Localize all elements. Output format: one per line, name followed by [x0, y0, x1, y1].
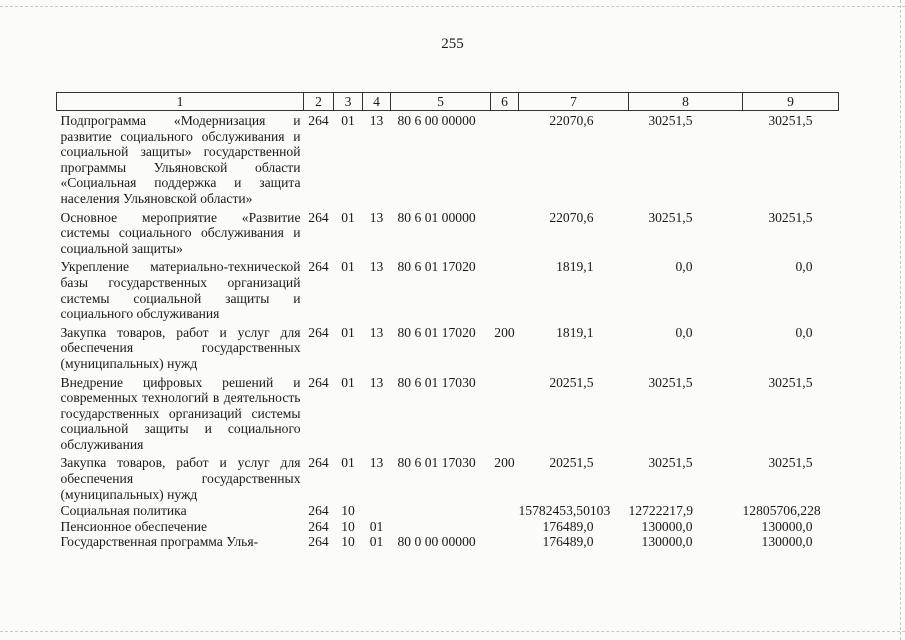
ministry-code: 264	[308, 503, 329, 519]
column-header-1: 1	[57, 93, 304, 111]
scan-edge-bottom	[0, 631, 905, 632]
scan-edge-top	[0, 6, 905, 7]
amount-col-9: 30251,5	[768, 209, 813, 225]
row-name: Подпрограмма «Модернизация и развитие социального обслуживания и социальной защиты» государственной программы Ульяновской области «Социальная поддержка и защита населения Ульяновской области»	[60, 113, 301, 206]
expense-type-code	[491, 257, 519, 322]
section-code: 10	[341, 518, 355, 534]
ministry-code: 264	[308, 518, 329, 534]
target-article-code	[391, 519, 491, 535]
expense-type-code: 200	[494, 324, 515, 340]
row-name: Основное мероприятие «Развитие системы социального обслуживания и социальной защиты»	[60, 209, 301, 256]
row-name: Внедрение цифровых решений и современных технологий в деятельность государственных организаций системы социальной защиты и социального обслуживания	[60, 374, 301, 452]
amount-col-7: 22070,6	[549, 113, 594, 128]
section-code: 01	[341, 259, 355, 275]
table-row	[57, 373, 839, 454]
expense-type-code: 200	[494, 455, 515, 471]
target-article-code	[391, 503, 491, 519]
amount-col-7: 20251,5	[549, 374, 594, 390]
column-header-9: 9	[743, 93, 839, 111]
amount-col-9: 130000,0	[761, 534, 813, 550]
expense-type-code	[491, 111, 519, 208]
row-name: Пенсионное обеспечение	[60, 518, 208, 534]
amount-col-8: 12722217,9	[628, 503, 694, 519]
section-code: 01	[341, 209, 355, 225]
table-row	[57, 208, 839, 258]
ministry-code: 264	[308, 259, 329, 275]
amount-col-7: 22070,6	[549, 209, 594, 225]
expense-type-code	[491, 519, 519, 535]
table-row	[57, 534, 839, 550]
subsection-code: 13	[369, 324, 384, 340]
table-row	[57, 503, 839, 519]
column-header-3: 3	[334, 93, 363, 111]
scan-edge-right	[900, 0, 901, 640]
expense-type-code	[491, 373, 519, 454]
amount-col-8: 30251,5	[648, 455, 693, 471]
amount-col-9: 30251,5	[768, 113, 813, 128]
amount-col-7: 1819,1	[556, 259, 594, 275]
amount-col-9: 130000,0	[761, 518, 813, 534]
column-header-2: 2	[304, 93, 334, 111]
amount-col-9: 30251,5	[768, 455, 813, 471]
expense-type-code	[491, 534, 519, 550]
amount-col-9: 0,0	[795, 324, 813, 340]
table-row	[57, 111, 839, 208]
ministry-code: 264	[308, 455, 329, 471]
target-article-code: 80 6 01 17020	[397, 324, 476, 340]
target-article-code: 80 6 01 17020	[397, 259, 476, 275]
header-row	[57, 93, 839, 111]
row-name: Закупка товаров, работ и услуг для обеспечения государственных (муниципальных) нужд	[60, 455, 301, 502]
subsection-code: 01	[369, 518, 384, 534]
column-header-6: 6	[491, 93, 519, 111]
amount-col-7: 15782453,50103	[518, 503, 611, 519]
table-row	[57, 453, 839, 503]
section-code: 01	[341, 455, 355, 471]
expense-type-code	[491, 208, 519, 258]
subsection-code: 13	[369, 113, 384, 128]
section-code: 01	[341, 113, 355, 128]
amount-col-8: 30251,5	[648, 113, 693, 128]
amount-col-7: 176489,0	[542, 534, 594, 550]
amount-col-7: 176489,0	[542, 518, 594, 534]
amount-col-9: 30251,5	[768, 374, 813, 390]
subsection-code: 13	[369, 259, 384, 275]
table-row	[57, 257, 839, 322]
section-code: 10	[341, 534, 355, 550]
amount-col-8: 130000,0	[641, 518, 693, 534]
table-row	[57, 519, 839, 535]
subsection-code	[363, 503, 391, 519]
budget-table	[56, 92, 839, 550]
amount-col-9: 12805706,228	[742, 503, 821, 519]
target-article-code: 80 6 01 17030	[397, 374, 476, 390]
amount-col-8: 130000,0	[641, 534, 693, 550]
amount-col-9: 0,0	[795, 259, 813, 275]
column-header-5: 5	[391, 93, 491, 111]
row-name: Государственная программа Улья-	[60, 534, 259, 550]
amount-col-7: 1819,1	[556, 324, 594, 340]
column-header-7: 7	[519, 93, 629, 111]
ministry-code: 264	[308, 113, 329, 128]
subsection-code: 13	[369, 374, 384, 390]
amount-col-8: 0,0	[675, 259, 693, 275]
section-code: 01	[341, 374, 355, 390]
ministry-code: 264	[308, 209, 329, 225]
row-name: Укрепление материально-технической базы государственных организаций системы социальной защиты и социального обслуживания	[60, 259, 301, 322]
amount-col-8: 30251,5	[648, 374, 693, 390]
row-name: Социальная политика	[60, 503, 187, 519]
section-code: 01	[341, 324, 355, 340]
row-name: Закупка товаров, работ и услуг для обеспечения государственных (муниципальных) нужд	[60, 324, 301, 371]
target-article-code: 80 6 00 00000	[397, 113, 476, 128]
subsection-code: 13	[369, 455, 384, 471]
subsection-code: 01	[369, 534, 384, 550]
amount-col-7: 20251,5	[549, 455, 594, 471]
expense-type-code	[491, 503, 519, 519]
column-header-8: 8	[629, 93, 743, 111]
ministry-code: 264	[308, 374, 329, 390]
target-article-code: 80 0 00 00000	[397, 534, 476, 550]
target-article-code: 80 6 01 17030	[397, 455, 476, 471]
page-number: 255	[441, 36, 464, 52]
column-header-4: 4	[363, 93, 391, 111]
table-row	[57, 323, 839, 373]
ministry-code: 264	[308, 534, 329, 550]
amount-col-8: 0,0	[675, 324, 693, 340]
amount-col-8: 30251,5	[648, 209, 693, 225]
section-code: 10	[341, 503, 355, 519]
target-article-code: 80 6 01 00000	[397, 209, 476, 225]
subsection-code: 13	[369, 209, 384, 225]
ministry-code: 264	[308, 324, 329, 340]
